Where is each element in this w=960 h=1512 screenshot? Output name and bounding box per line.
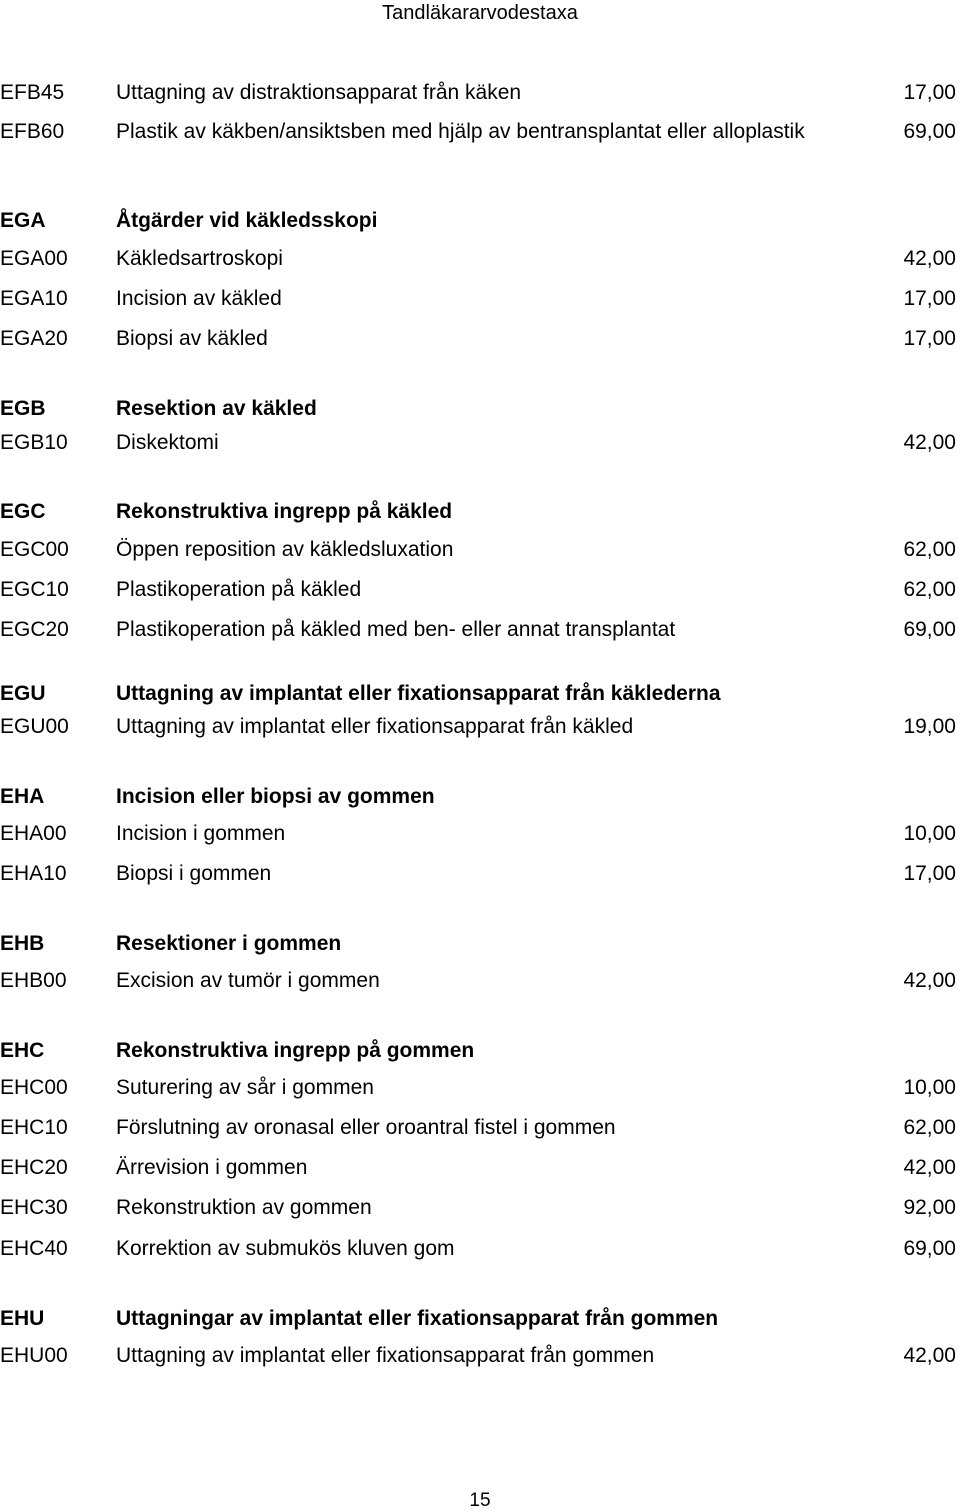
procedure-price: 42,00 — [903, 247, 956, 270]
procedure-code: EHB00 — [0, 969, 67, 992]
procedure-description: Käkledsartroskopi — [116, 247, 283, 270]
group-code: EGC — [0, 500, 46, 523]
group-title: Rekonstruktiva ingrepp på käkled — [116, 500, 453, 523]
tariff-row — [0, 1154, 960, 1182]
procedure-code: EGB10 — [0, 431, 68, 454]
procedure-description: Ärrevision i gommen — [116, 1156, 308, 1179]
page-footer — [0, 1490, 960, 1512]
tariff-row — [0, 245, 960, 273]
procedure-code: EGU00 — [0, 715, 69, 738]
tariff-group-heading — [0, 930, 960, 958]
group-code: EGU — [0, 682, 46, 705]
procedure-code: EGA10 — [0, 287, 68, 310]
procedure-code: EHC20 — [0, 1156, 68, 1179]
tariff-row — [0, 429, 960, 457]
group-code: EGA — [0, 209, 46, 232]
procedure-price: 42,00 — [903, 1156, 956, 1179]
procedure-description: Biopsi av käkled — [116, 327, 268, 350]
procedure-price: 17,00 — [903, 81, 956, 104]
group-title: Rekonstruktiva ingrepp på gommen — [116, 1039, 475, 1062]
procedure-price: 17,00 — [903, 287, 956, 310]
procedure-price: 69,00 — [903, 618, 956, 641]
tariff-group-heading — [0, 1037, 960, 1065]
procedure-price: 10,00 — [903, 1076, 956, 1099]
procedure-price: 69,00 — [903, 120, 956, 143]
procedure-description: Suturering av sår i gommen — [116, 1076, 374, 1099]
document-header — [0, 0, 960, 26]
group-title: Uttagning av implantat eller fixationsapparat från käklederna — [116, 682, 721, 705]
procedure-description: Korrektion av submukös kluven gom — [116, 1237, 455, 1260]
procedure-code: EGA00 — [0, 247, 68, 270]
group-title: Resektioner i gommen — [116, 932, 342, 955]
tariff-row — [0, 1342, 960, 1370]
group-code: EHA — [0, 785, 45, 808]
procedure-description: Uttagning av implantat eller fixationsapparat från gommen — [116, 1344, 655, 1367]
tariff-row — [0, 1194, 960, 1222]
procedure-code: EGA20 — [0, 327, 68, 350]
tariff-row — [0, 713, 960, 741]
procedure-description: Uttagning av implantat eller fixationsapparat från käkled — [116, 715, 634, 738]
group-code: EHC — [0, 1039, 45, 1062]
procedure-code: EFB60 — [0, 120, 65, 143]
document-title: Tandläkararvodestaxa — [382, 2, 578, 24]
procedure-description: Biopsi i gommen — [116, 862, 272, 885]
procedure-code: EHA10 — [0, 862, 67, 885]
procedure-price: 69,00 — [903, 1237, 956, 1260]
procedure-code: EGC00 — [0, 538, 69, 561]
procedure-price: 42,00 — [903, 431, 956, 454]
procedure-description: Plastikoperation på käkled med ben- eller annat transplantat — [116, 618, 676, 641]
tariff-group-heading — [0, 498, 960, 526]
procedure-description: Plastikoperation på käkled — [116, 578, 362, 601]
procedure-price: 42,00 — [903, 1344, 956, 1367]
procedure-description: Rekonstruktion av gommen — [116, 1196, 372, 1219]
procedure-price: 62,00 — [903, 1116, 956, 1139]
procedure-price: 62,00 — [903, 538, 956, 561]
procedure-description: Förslutning av oronasal eller oroantral fistel i gommen — [116, 1116, 616, 1139]
tariff-group-heading — [0, 395, 960, 423]
procedure-price: 62,00 — [903, 578, 956, 601]
procedure-price: 17,00 — [903, 327, 956, 350]
procedure-code: EGC20 — [0, 618, 69, 641]
procedure-price: 92,00 — [903, 1196, 956, 1219]
tariff-group-heading — [0, 783, 960, 811]
procedure-code: EGC10 — [0, 578, 69, 601]
procedure-code: EFB45 — [0, 81, 65, 104]
procedure-code: EHU00 — [0, 1344, 68, 1367]
procedure-price: 17,00 — [903, 862, 956, 885]
procedure-description: Plastik av käkben/ansiktsben med hjälp av bentransplantat eller alloplastik — [116, 120, 805, 143]
tariff-row — [0, 536, 960, 564]
tariff-row — [0, 118, 960, 174]
procedure-price: 19,00 — [903, 715, 956, 738]
tariff-row — [0, 820, 960, 848]
tariff-group-heading — [0, 207, 960, 235]
tariff-row — [0, 285, 960, 313]
tariff-group-heading — [0, 1305, 960, 1333]
group-title: Uttagningar av implantat eller fixationsapparat från gommen — [116, 1307, 719, 1330]
tariff-row — [0, 1074, 960, 1102]
tariff-row — [0, 576, 960, 604]
procedure-description: Excision av tumör i gommen — [116, 969, 380, 992]
tariff-row — [0, 325, 960, 353]
procedure-description: Incision av käkled — [116, 287, 282, 310]
tariff-row — [0, 1114, 960, 1142]
group-code: EHB — [0, 932, 45, 955]
tariff-group-heading — [0, 680, 960, 708]
procedure-description: Diskektomi — [116, 431, 219, 454]
procedure-code: EHC40 — [0, 1237, 68, 1260]
group-title: Incision eller biopsi av gommen — [116, 785, 435, 808]
procedure-price: 10,00 — [903, 822, 956, 845]
group-code: EHU — [0, 1307, 45, 1330]
page-number: 15 — [469, 1490, 491, 1511]
procedure-price: 42,00 — [903, 969, 956, 992]
group-title: Åtgärder vid käkledsskopi — [116, 209, 378, 232]
tariff-row — [0, 616, 960, 644]
tariff-row — [0, 860, 960, 888]
procedure-code: EHC30 — [0, 1196, 68, 1219]
procedure-description: Uttagning av distraktionsapparat från käken — [116, 81, 522, 104]
procedure-code: EHC10 — [0, 1116, 68, 1139]
procedure-description: Incision i gommen — [116, 822, 286, 845]
tariff-row — [0, 79, 960, 107]
group-title: Resektion av käkled — [116, 397, 317, 420]
tariff-row — [0, 967, 960, 995]
group-code: EGB — [0, 397, 46, 420]
procedure-code: EHC00 — [0, 1076, 68, 1099]
tariff-row — [0, 1235, 960, 1263]
procedure-code: EHA00 — [0, 822, 67, 845]
procedure-description: Öppen reposition av käkledsluxation — [116, 538, 454, 561]
